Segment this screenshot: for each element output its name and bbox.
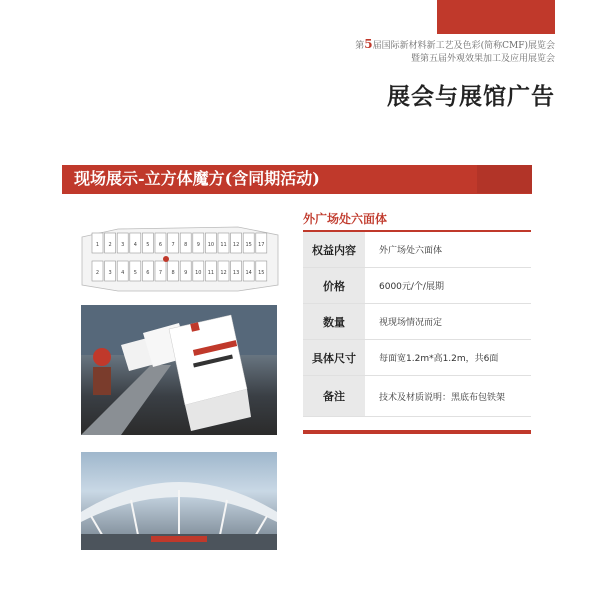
floorplan-booth-label: 10 [207, 242, 215, 248]
section-header-tail [477, 165, 532, 193]
subtitle-line-1: 第5届国际新材料新工艺及色彩(简称CMF)展览会 [355, 37, 555, 51]
floorplan-booth-label: 2 [108, 242, 112, 248]
floorplan-booth-label: 11 [207, 270, 215, 276]
table-row [303, 268, 531, 304]
floorplan-booth-label: 15 [258, 270, 265, 276]
floorplan-diagram [78, 215, 283, 295]
table-row [303, 232, 531, 268]
table-value: 技术及材质说明：黑底布包铁架 [379, 392, 506, 403]
floorplan-booth-label: 10 [195, 270, 202, 276]
floorplan-booth-label: 6 [146, 270, 150, 276]
table-key: 权益内容 [303, 232, 365, 267]
table-row [303, 376, 531, 417]
floorplan-booth-label: 5 [146, 242, 150, 248]
floorplan-booth-label: 2 [95, 270, 100, 276]
floorplan-booth-label: 14 [245, 270, 252, 276]
floorplan-booth-label: 5 [133, 270, 137, 276]
rights-table [303, 230, 531, 417]
item-title: 外广场处六面体 [303, 212, 388, 226]
floorplan-booth-label: 12 [220, 270, 227, 276]
table-row [303, 340, 531, 376]
header-accent-bar [437, 0, 555, 34]
floorplan-booth-label: 17 [258, 242, 265, 248]
floorplan-booth-label: 9 [196, 242, 200, 248]
subtitle-line-2: 暨第五届外观效果加工及应用展览会 [410, 54, 555, 64]
table-value: 6000元/个/展期 [379, 282, 444, 292]
table-key: 具体尺寸 [303, 340, 365, 375]
venue-canopy-photo [81, 452, 277, 550]
floorplan-booth-label: 4 [133, 242, 137, 248]
edition-number: 5 [364, 37, 373, 51]
floorplan-booth-label: 7 [171, 242, 175, 248]
floorplan-booth-label: 6 [158, 242, 163, 248]
floorplan-booth-label: 7 [158, 270, 163, 276]
table-value: 每面宽1.2m*高1.2m，共6面 [379, 354, 499, 364]
table-bottom-bar [303, 430, 531, 434]
floorplan-booth-label: 13 [232, 270, 240, 276]
table-key: 备注 [303, 376, 365, 416]
table-value: 视现场情况而定 [379, 318, 443, 328]
table-key: 数量 [303, 304, 365, 339]
floorplan-booth-label: 3 [121, 242, 125, 248]
floorplan-booth-label: 15 [245, 242, 252, 248]
floorplan-booth-label: 12 [232, 242, 240, 248]
section-title: 现场展示-立方体魔方(含同期活动) [74, 169, 320, 188]
cube-display-photo [81, 305, 277, 435]
exhibition-subtitle [355, 38, 555, 66]
section-divider [62, 193, 532, 194]
floorplan-booth-label: 9 [184, 270, 188, 276]
floorplan-booth-label: 1 [95, 242, 100, 248]
floorplan-booth-label: 8 [171, 270, 175, 276]
floorplan-booth-label: 8 [184, 242, 188, 248]
table-row [303, 304, 531, 340]
table-value: 外广场处六面体 [379, 246, 443, 256]
floorplan-booth-label: 4 [121, 270, 125, 276]
floorplan-booth-label: 3 [108, 270, 112, 276]
floorplan-booth-label: 11 [220, 242, 227, 248]
table-key: 价格 [303, 268, 365, 303]
section-header [62, 165, 532, 193]
location-marker-icon [163, 256, 169, 262]
page-title: 展会与展馆广告 [387, 83, 555, 110]
